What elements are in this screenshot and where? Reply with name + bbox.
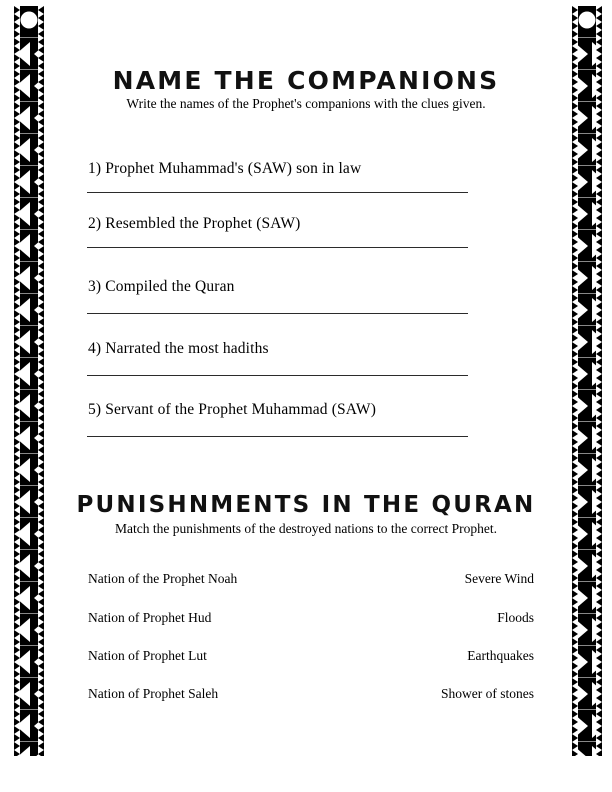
triangle-icon — [578, 36, 596, 756]
circle-icon — [579, 12, 596, 29]
triangle-icon — [20, 36, 38, 756]
circle-icon — [21, 12, 38, 29]
match-left-item-4[interactable]: Nation of Prophet Saleh — [88, 686, 219, 701]
answer-line-5[interactable] — [87, 436, 468, 437]
question-1: 1) Prophet Muhammad's (SAW) son in law — [88, 160, 362, 177]
border-pattern-left — [14, 6, 44, 756]
match-left-item-3[interactable]: Nation of Prophet Lut — [88, 648, 207, 663]
question-2: 2) Resembled the Prophet (SAW) — [88, 215, 301, 232]
answer-line-1[interactable] — [87, 192, 468, 193]
match-right-item-4[interactable]: Shower of stones — [441, 686, 534, 701]
question-3: 3) Compiled the Quran — [88, 278, 235, 295]
section-subtitle-punishments: Match the punishments of the destroyed nations to the correct Prophet. — [114, 521, 498, 536]
answer-line-4[interactable] — [87, 375, 468, 376]
match-left-item-2[interactable]: Nation of Prophet Hud — [88, 610, 212, 625]
right-decorative-border — [572, 6, 602, 756]
section-subtitle-companions: Write the names of the Prophet's companions with the clues given. — [126, 96, 486, 111]
match-right-item-2[interactable]: Floods — [497, 610, 534, 625]
question-5: 5) Servant of the Prophet Muhammad (SAW) — [88, 401, 377, 418]
border-pattern-right — [572, 6, 602, 756]
left-decorative-border — [14, 6, 44, 756]
match-right-item-3[interactable]: Earthquakes — [467, 648, 534, 663]
section-title-punishments: PUNISHNMENTS IN THE QURAN — [76, 492, 536, 518]
match-right-item-1[interactable]: Severe Wind — [464, 571, 534, 586]
section-title-companions: NAME THE COMPANIONS — [112, 66, 500, 95]
question-4: 4) Narrated the most hadiths — [88, 340, 269, 357]
answer-line-3[interactable] — [87, 313, 468, 314]
answer-line-2[interactable] — [87, 247, 468, 248]
match-left-item-1[interactable]: Nation of the Prophet Noah — [88, 571, 238, 586]
